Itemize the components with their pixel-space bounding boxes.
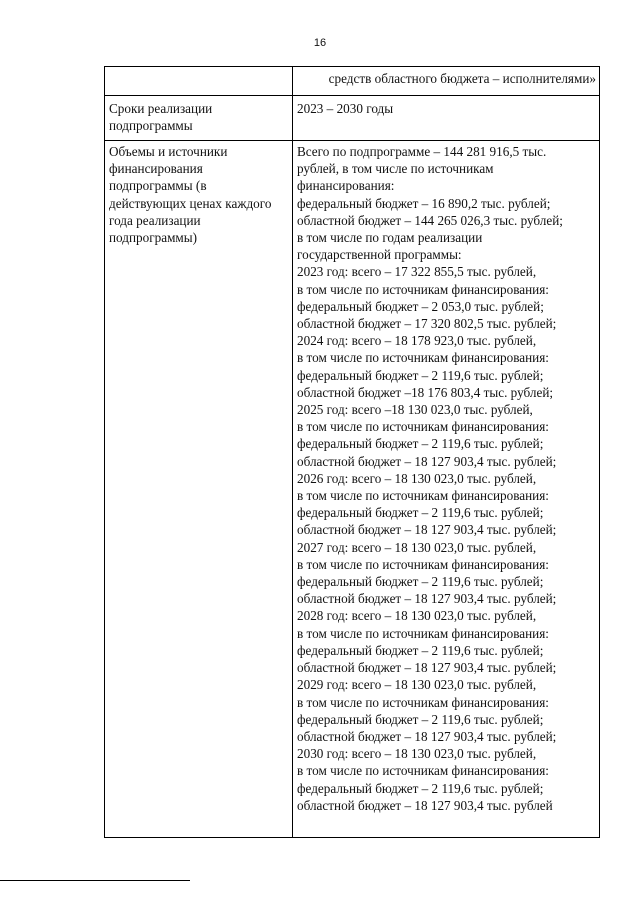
financing-line: областной бюджет – 18 127 903,4 тыс. рублей; xyxy=(297,660,557,676)
financing-line: 2028 год: всего – 18 130 023,0 тыс. рублей, xyxy=(297,608,537,624)
financing-line: Всего по подпрограмме – 144 281 916,5 тыс. xyxy=(297,144,547,159)
table-row-continuation xyxy=(105,67,600,96)
financing-line: 2023 год: всего – 17 322 855,5 тыс. рублей, xyxy=(297,264,537,280)
financing-line: федеральный бюджет – 16 890,2 тыс. рублей; xyxy=(297,195,551,211)
continuation-text: средств областного бюджета – исполнителями» xyxy=(328,71,596,86)
financing-line: государственной программы: xyxy=(297,247,462,263)
financing-line: 2025 год: всего –18 130 023,0 тыс. рублей, xyxy=(297,402,533,418)
continuation-label-cell xyxy=(105,67,293,96)
financing-line: в том числе по источникам финансирования: xyxy=(297,488,549,504)
financing-line: в том числе по источникам финансирования: xyxy=(297,281,549,297)
terms-value: 2023 – 2030 годы xyxy=(297,101,394,116)
financing-line: федеральный бюджет – 2 119,6 тыс. рублей; xyxy=(297,436,544,452)
financing-line: областной бюджет – 18 127 903,4 тыс. рублей xyxy=(297,797,553,813)
financing-line: 2024 год: всего – 18 178 923,0 тыс. рублей, xyxy=(297,333,537,349)
financing-line: рублей, в том числе по источникам xyxy=(297,161,494,177)
financing-line: федеральный бюджет – 2 053,0 тыс. рублей; xyxy=(297,298,544,314)
financing-line: федеральный бюджет – 2 119,6 тыс. рублей; xyxy=(297,642,544,658)
financing-line: областной бюджет – 144 265 026,3 тыс. рублей; xyxy=(297,212,563,228)
financing-line: федеральный бюджет – 2 119,6 тыс. рублей; xyxy=(297,505,544,521)
financing-line: в том числе по источникам финансирования: xyxy=(297,350,549,366)
terms-label-line: подпрограммы xyxy=(109,118,193,134)
financing-line: в том числе по годам реализации xyxy=(297,230,483,246)
terms-label-line: Сроки реализации xyxy=(109,101,213,116)
financing-line: 2030 год: всего – 18 130 023,0 тыс. рублей, xyxy=(297,746,537,762)
financing-line: областной бюджет – 18 127 903,4 тыс. рублей; xyxy=(297,453,557,469)
financing-line: областной бюджет – 18 127 903,4 тыс. рублей; xyxy=(297,728,557,744)
financing-line: областной бюджет – 18 127 903,4 тыс. рублей; xyxy=(297,591,557,607)
financing-line: федеральный бюджет – 2 119,6 тыс. рублей; xyxy=(297,780,544,796)
financing-line: в том числе по источникам финансирования: xyxy=(297,556,549,572)
page-number: 16 xyxy=(313,37,327,49)
financing-line: финансирования: xyxy=(297,178,395,194)
table-row-financing xyxy=(105,141,600,838)
passport-table xyxy=(104,66,600,838)
financing-line: областной бюджет – 18 127 903,4 тыс. рублей; xyxy=(297,522,557,538)
financing-line: федеральный бюджет – 2 119,6 тыс. рублей; xyxy=(297,574,544,590)
financing-line: областной бюджет –18 176 803,4 тыс. рублей; xyxy=(297,384,554,400)
table-row-terms xyxy=(105,96,600,141)
financing-label-line: действующих ценах каждого xyxy=(109,195,272,211)
financing-label-line: Объемы и источники xyxy=(109,144,228,159)
financing-label-line: подпрограммы (в xyxy=(109,178,207,194)
financing-line: в том числе по источникам финансирования: xyxy=(297,763,549,779)
financing-label-line: подпрограммы) xyxy=(109,230,198,246)
financing-line: в том числе по источникам финансирования: xyxy=(297,419,549,435)
financing-line: федеральный бюджет – 2 119,6 тыс. рублей; xyxy=(297,367,544,383)
financing-line: 2026 год: всего – 18 130 023,0 тыс. рублей, xyxy=(297,470,537,486)
financing-label-cell xyxy=(105,141,293,838)
financing-line: областной бюджет – 17 320 802,5 тыс. рублей; xyxy=(297,316,557,332)
financing-line: в том числе по источникам финансирования: xyxy=(297,625,549,641)
footnote-divider xyxy=(0,880,190,881)
financing-value-cell xyxy=(293,141,600,838)
continuation-value-cell xyxy=(293,67,600,96)
financing-line: федеральный бюджет – 2 119,6 тыс. рублей; xyxy=(297,711,544,727)
financing-line: 2029 год: всего – 18 130 023,0 тыс. рублей, xyxy=(297,677,537,693)
financing-label-line: года реализации xyxy=(109,212,201,228)
financing-label-line: финансирования xyxy=(109,161,203,177)
terms-label-cell xyxy=(105,96,293,141)
financing-line: в том числе по источникам финансирования: xyxy=(297,694,549,710)
financing-line: 2027 год: всего – 18 130 023,0 тыс. рублей, xyxy=(297,539,537,555)
terms-value-cell xyxy=(293,96,600,141)
